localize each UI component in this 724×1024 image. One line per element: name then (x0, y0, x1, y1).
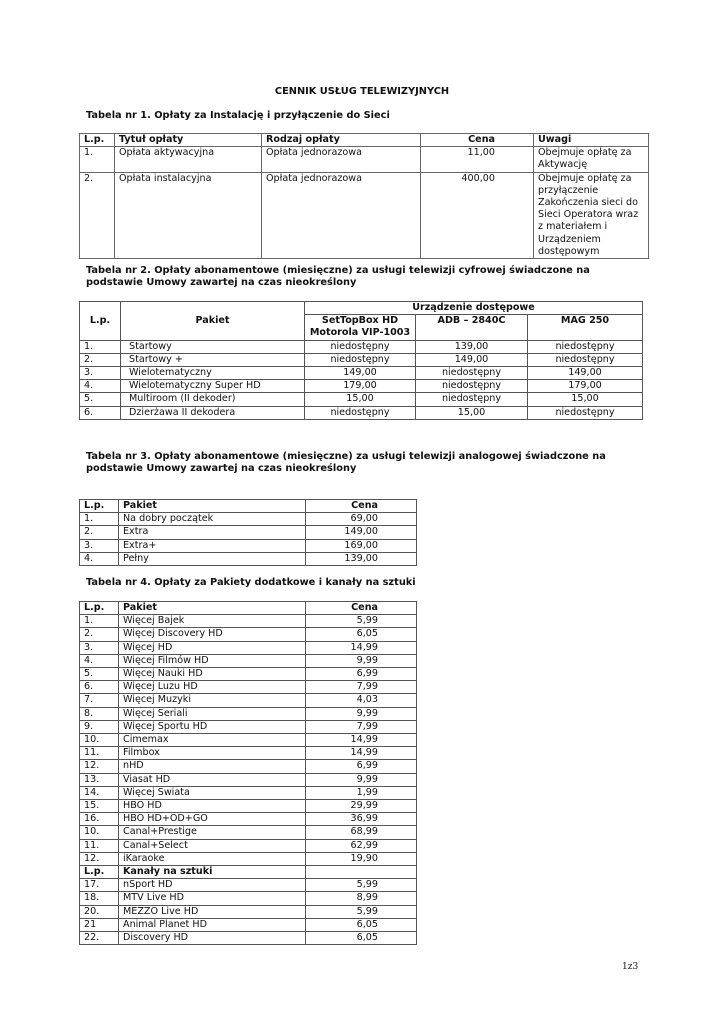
table-row (80, 340, 643, 353)
cell-lp: 12. (80, 852, 119, 865)
cell-lp: 11. (80, 747, 119, 760)
table-row (80, 353, 643, 366)
table3-heading: Tabela nr 3. Opłaty abonamentowe (miesięczne) za usługi telewizji analogowej świadczone na podstawie Umowy zawartej na czas nieokreślony (86, 451, 606, 474)
cell-lp: 10. (80, 734, 119, 747)
table-row (80, 786, 417, 799)
cell-price: 6,99 (306, 668, 417, 681)
table-row (80, 879, 417, 892)
cell-lp: 15. (80, 800, 119, 813)
cell-lp: 1. (80, 513, 119, 526)
table-row (80, 747, 417, 760)
table2-heading: Tabela nr 2. Opłaty abonamentowe (miesięczne) za usługi telewizji cyfrowej świadczone na podstawie Umowy zawartej na czas nieokreślony (86, 265, 590, 288)
header-notes: Uwagi (534, 134, 649, 147)
cell-price-mag: niedostępny (528, 353, 643, 366)
table1-heading: Tabela nr 1. Opłaty za Instalację i przyłączenie do Sieci (86, 110, 390, 121)
cell-package: nHD (119, 760, 306, 773)
cell-lp: 6. (80, 681, 119, 694)
cell-package: Startowy (121, 340, 305, 353)
cell-price: 9,99 (306, 773, 417, 786)
cell-channel: MEZZO Live HD (119, 905, 306, 918)
cell-lp: 6. (80, 406, 121, 419)
cell-price-mag: niedostępny (528, 406, 643, 419)
cell-price: 14,99 (306, 747, 417, 760)
table-row (80, 668, 417, 681)
header-device-adb: ADB – 2840C (416, 315, 528, 340)
additional-packages-table (79, 601, 417, 945)
cell-package: Filmbox (119, 747, 306, 760)
cell-lp: 2. (80, 172, 115, 258)
cell-package: Więcej Bajek (119, 615, 306, 628)
cell-title: Opłata aktywacyjna (115, 147, 262, 172)
cell-package: Więcej Filmów HD (119, 654, 306, 667)
header-price: Cena (306, 602, 417, 615)
cell-notes: Obejmuje opłatę za Aktywację (534, 147, 649, 172)
cell-price-mag: 15,00 (528, 393, 643, 406)
header-price: Cena (421, 134, 534, 147)
table-row (80, 852, 417, 865)
table-row (80, 760, 417, 773)
analog-tv-fees-table (79, 499, 417, 566)
cell-price: 6,05 (306, 628, 417, 641)
subheader-price (306, 866, 417, 879)
table-row (80, 393, 643, 406)
cell-package: Cimemax (119, 734, 306, 747)
cell-price: 1,99 (306, 786, 417, 799)
cell-notes: Obejmuje opłatę za przyłączenie Zakończenia sieci do Sieci Operatora wraz z materiałem i Urządzeniem dostępowym (534, 172, 649, 258)
header-type: Rodzaj opłaty (262, 134, 421, 147)
document-title: CENNIK USŁUG TELEWIZYJNYCH (274, 86, 450, 97)
table-row (80, 892, 417, 905)
cell-lp: 4. (80, 552, 119, 565)
cell-lp: 11. (80, 839, 119, 852)
table-row (80, 826, 417, 839)
cell-package: Na dobry początek (119, 513, 306, 526)
cell-price-adb: 139,00 (416, 340, 528, 353)
cell-package: Więcej Discovery HD (119, 628, 306, 641)
cell-lp: 16. (80, 813, 119, 826)
table-row (80, 513, 417, 526)
table-row (80, 905, 417, 918)
table-row (80, 641, 417, 654)
cell-price-adb: niedostępny (416, 393, 528, 406)
cell-price-mag: niedostępny (528, 340, 643, 353)
cell-lp: 2. (80, 526, 119, 539)
cell-package: Extra+ (119, 539, 306, 552)
table-row (80, 367, 643, 380)
cell-lp: 4. (80, 654, 119, 667)
cell-package: Multiroom (II dekoder) (121, 393, 305, 406)
table-row (80, 615, 417, 628)
cell-price: 6,05 (306, 918, 417, 931)
cell-lp: 12. (80, 760, 119, 773)
cell-lp: 17. (80, 879, 119, 892)
cell-price: 5,99 (306, 615, 417, 628)
cell-lp: 2. (80, 628, 119, 641)
header-access-device: Urządzenie dostępowe (305, 302, 643, 315)
cell-price: 6,99 (306, 760, 417, 773)
cell-price: 36,99 (306, 813, 417, 826)
table-row (80, 172, 649, 258)
header-package: Pakiet (121, 302, 305, 341)
cell-price: 149,00 (306, 526, 417, 539)
cell-package: Startowy + (121, 353, 305, 366)
table-header-row (80, 134, 649, 147)
cell-package: Więcej Muzyki (119, 694, 306, 707)
cell-lp: 1. (80, 615, 119, 628)
page-number: 1z3 (622, 962, 639, 972)
cell-lp: 22. (80, 932, 119, 945)
cell-package: Canal+Select (119, 839, 306, 852)
cell-price: 7,99 (306, 681, 417, 694)
cell-price: 14,99 (306, 734, 417, 747)
cell-price: 62,99 (306, 839, 417, 852)
cell-lp: 2. (80, 353, 121, 366)
cell-lp: 7. (80, 694, 119, 707)
cell-price-settopbox: niedostępny (305, 340, 416, 353)
cell-price: 19,90 (306, 852, 417, 865)
cell-price: 6,05 (306, 932, 417, 945)
cell-price: 7,99 (306, 720, 417, 733)
cell-price-mag: 179,00 (528, 380, 643, 393)
cell-package: HBO HD+OD+GO (119, 813, 306, 826)
header-package: Pakiet (119, 602, 306, 615)
cell-price: 169,00 (306, 539, 417, 552)
cell-type: Opłata jednorazowa (262, 147, 421, 172)
cell-lp: 10. (80, 826, 119, 839)
cell-price-settopbox: niedostępny (305, 406, 416, 419)
cell-package: Więcej Świata (119, 786, 306, 799)
table-header-row (80, 602, 417, 615)
cell-lp: 8. (80, 707, 119, 720)
table-row (80, 147, 649, 172)
cell-lp: 3. (80, 539, 119, 552)
cell-price: 69,00 (306, 513, 417, 526)
header-device-settopbox: SetTopBox HD Motorola VIP-1003 (305, 315, 416, 340)
table-row (80, 552, 417, 565)
cell-price: 9,99 (306, 654, 417, 667)
cell-price: 29,99 (306, 800, 417, 813)
cell-package: HBO HD (119, 800, 306, 813)
header-lp: L.p. (80, 500, 119, 513)
cell-price-mag: 149,00 (528, 367, 643, 380)
cell-channel: nSport HD (119, 879, 306, 892)
cell-lp: 18. (80, 892, 119, 905)
digital-tv-fees-table (79, 301, 643, 420)
cell-price: 9,99 (306, 707, 417, 720)
cell-lp: 13. (80, 773, 119, 786)
cell-price: 400,00 (421, 172, 534, 258)
header-lp: L.p. (80, 602, 119, 615)
cell-package: Więcej Seriali (119, 707, 306, 720)
table-row (80, 720, 417, 733)
table-header-row (80, 500, 417, 513)
header-device-mag: MAG 250 (528, 315, 643, 340)
installation-fees-table (79, 133, 649, 259)
cell-title: Opłata instalacyjna (115, 172, 262, 258)
cell-price: 14,99 (306, 641, 417, 654)
table-row (80, 681, 417, 694)
cell-lp: 5. (80, 668, 119, 681)
cell-price: 5,99 (306, 879, 417, 892)
table-row (80, 380, 643, 393)
cell-price-settopbox: 179,00 (305, 380, 416, 393)
cell-price: 8,99 (306, 892, 417, 905)
cell-package: Canal+Prestige (119, 826, 306, 839)
header-price: Cena (306, 500, 417, 513)
table-row (80, 800, 417, 813)
cell-price: 11,00 (421, 147, 534, 172)
cell-package: Wielotematyczny Super HD (121, 380, 305, 393)
table-header-row (80, 302, 643, 315)
cell-type: Opłata jednorazowa (262, 172, 421, 258)
cell-lp: 3. (80, 367, 121, 380)
header-lp: L.p. (80, 302, 121, 341)
cell-price: 68,99 (306, 826, 417, 839)
cell-channel: Discovery HD (119, 932, 306, 945)
table-row (80, 654, 417, 667)
table-subheader-row (80, 866, 417, 879)
cell-lp: 4. (80, 380, 121, 393)
cell-price-settopbox: 15,00 (305, 393, 416, 406)
cell-lp: 9. (80, 720, 119, 733)
cell-price: 4,03 (306, 694, 417, 707)
cell-price-adb: niedostępny (416, 367, 528, 380)
cell-package: Wielotematyczny (121, 367, 305, 380)
cell-package: Extra (119, 526, 306, 539)
cell-price-adb: niedostępny (416, 380, 528, 393)
cell-package: iKaraoke (119, 852, 306, 865)
table-row (80, 406, 643, 419)
cell-package: Pełny (119, 552, 306, 565)
table-row (80, 918, 417, 931)
table-row (80, 932, 417, 945)
cell-package: Więcej HD (119, 641, 306, 654)
table-row (80, 813, 417, 826)
cell-channel: Animal Planet HD (119, 918, 306, 931)
table4-heading: Tabela nr 4. Opłaty za Pakiety dodatkowe i kanały na sztuki (86, 577, 416, 588)
subheader-channels: Kanały na sztuki (119, 866, 306, 879)
table-row (80, 539, 417, 552)
header-lp: L.p. (80, 134, 115, 147)
table-row (80, 526, 417, 539)
cell-package: Więcej Nauki HD (119, 668, 306, 681)
table-row (80, 628, 417, 641)
cell-package: Więcej Sportu HD (119, 720, 306, 733)
cell-package: Viasat HD (119, 773, 306, 786)
cell-lp: 21 (80, 918, 119, 931)
table-row (80, 839, 417, 852)
cell-price-adb: 149,00 (416, 353, 528, 366)
cell-package: Więcej Luzu HD (119, 681, 306, 694)
header-title: Tytuł opłaty (115, 134, 262, 147)
table-row (80, 734, 417, 747)
cell-price: 5,99 (306, 905, 417, 918)
cell-lp: 1. (80, 147, 115, 172)
cell-lp: 1. (80, 340, 121, 353)
cell-channel: MTV Live HD (119, 892, 306, 905)
table-row (80, 773, 417, 786)
cell-lp: 3. (80, 641, 119, 654)
header-package: Pakiet (119, 500, 306, 513)
table-row (80, 694, 417, 707)
subheader-lp: L.p. (80, 866, 119, 879)
cell-price-settopbox: niedostępny (305, 353, 416, 366)
table-row (80, 707, 417, 720)
cell-package: Dzierżawa II dekodera (121, 406, 305, 419)
cell-price-adb: 15,00 (416, 406, 528, 419)
cell-lp: 5. (80, 393, 121, 406)
cell-lp: 20. (80, 905, 119, 918)
cell-price-settopbox: 149,00 (305, 367, 416, 380)
cell-price: 139,00 (306, 552, 417, 565)
cell-lp: 14. (80, 786, 119, 799)
